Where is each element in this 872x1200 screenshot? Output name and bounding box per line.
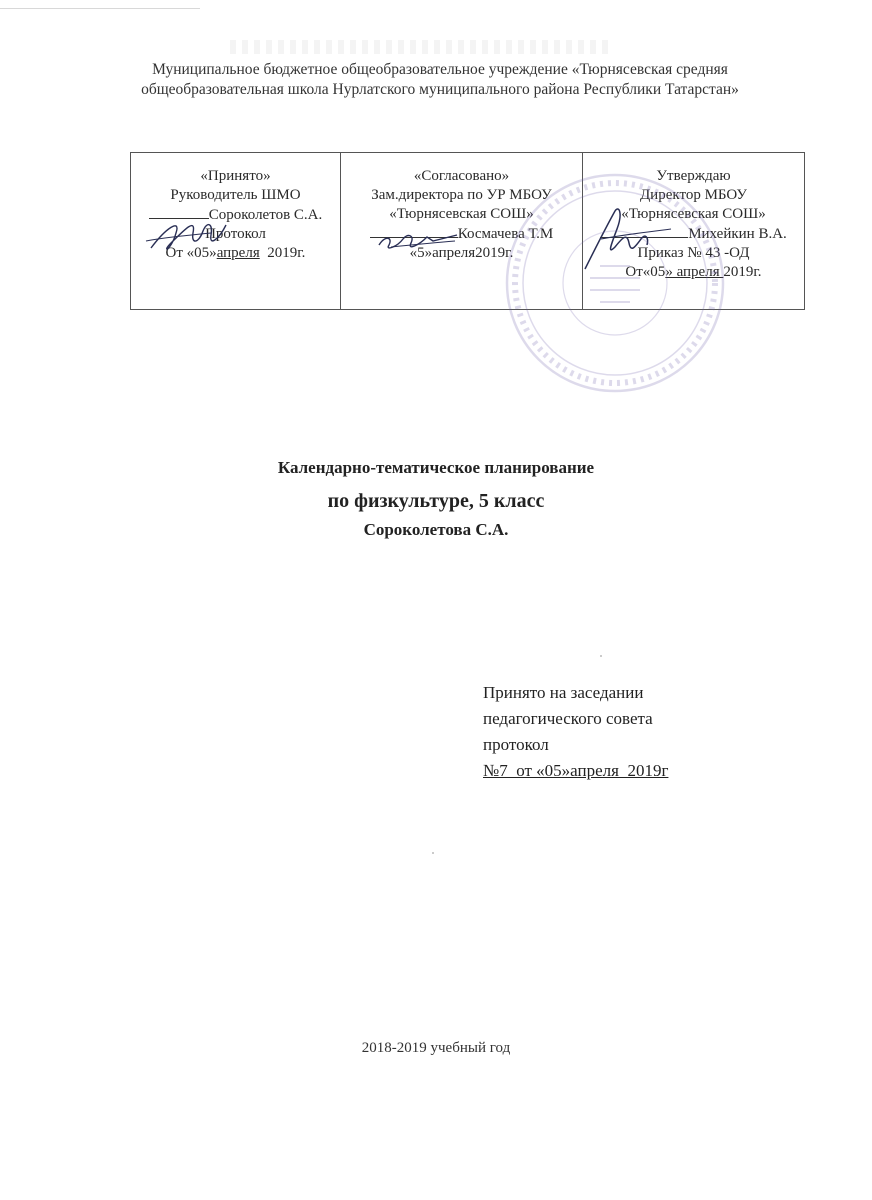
- accepted-heading: «Принято»: [200, 168, 271, 184]
- protocol-label: Протокол: [205, 226, 266, 242]
- school-header-line-2: общеобразовательная школа Нурлатского муниципального района Республики Татарстан»: [141, 81, 739, 98]
- document-subject: по физкультуре, 5 класс: [327, 490, 545, 512]
- school-stamp: [500, 168, 730, 398]
- council-protocol-number: №7 от «05»апреля 2019г: [483, 761, 669, 780]
- academic-year: 2018-2019 учебный год: [361, 1040, 511, 1056]
- accepted-date: [135, 244, 336, 263]
- director-name: Михейкин В.А.: [688, 226, 787, 242]
- deputy-name: Космачева Т.М: [457, 226, 554, 242]
- shmo-head-name: Сороколетов С.А.: [208, 207, 323, 223]
- scan-speck: [432, 852, 434, 854]
- agreed-heading: «Согласовано»: [413, 168, 510, 184]
- shmo-head-title: Руководитель ШМО: [170, 187, 301, 203]
- council-line-2: педагогического совета: [483, 709, 653, 728]
- director-school: «Тюрнясевская СОШ»: [621, 206, 766, 222]
- school-header: [110, 60, 770, 100]
- approve-date-year: 2019г.: [723, 264, 762, 280]
- document-author: Сороколетова С.А.: [363, 520, 509, 539]
- scan-edge-line: [0, 8, 200, 9]
- director-title: Директор МБОУ: [639, 187, 748, 203]
- council-acceptance: [483, 680, 668, 784]
- faint-bleed-through: [230, 40, 610, 54]
- approval-cell-accepted: [131, 153, 341, 310]
- signature-blank: [370, 224, 458, 238]
- approve-date-month: » апреля: [665, 264, 724, 280]
- signature-blank: [149, 205, 209, 219]
- order-number: Приказ № 43 -ОД: [637, 245, 750, 261]
- council-protocol-label: протокол: [483, 735, 549, 754]
- deputy-title: Зам.директора по УР МБОУ: [371, 187, 552, 203]
- approve-date-prefix: От«05: [625, 264, 666, 280]
- accepted-date-year: 2019г.: [259, 245, 306, 261]
- accepted-date-prefix: От «05»: [165, 245, 217, 261]
- school-header-line-1: Муниципальное бюджетное общеобразовательное учреждение «Тюрнясевская средняя: [152, 61, 728, 78]
- shmo-head-name-line: [135, 205, 336, 225]
- document-title: Календарно-тематическое планирование: [277, 458, 595, 477]
- approve-heading: Утверждаю: [656, 168, 731, 184]
- council-line-1: Принято на заседании: [483, 683, 644, 702]
- accepted-date-month: апреля: [216, 245, 260, 261]
- deputy-school: «Тюрнясевская СОШ»: [389, 206, 534, 222]
- council-line-3: [483, 732, 668, 784]
- scan-speck: [600, 655, 602, 657]
- agreed-date: «5»апреля2019г.: [409, 245, 514, 261]
